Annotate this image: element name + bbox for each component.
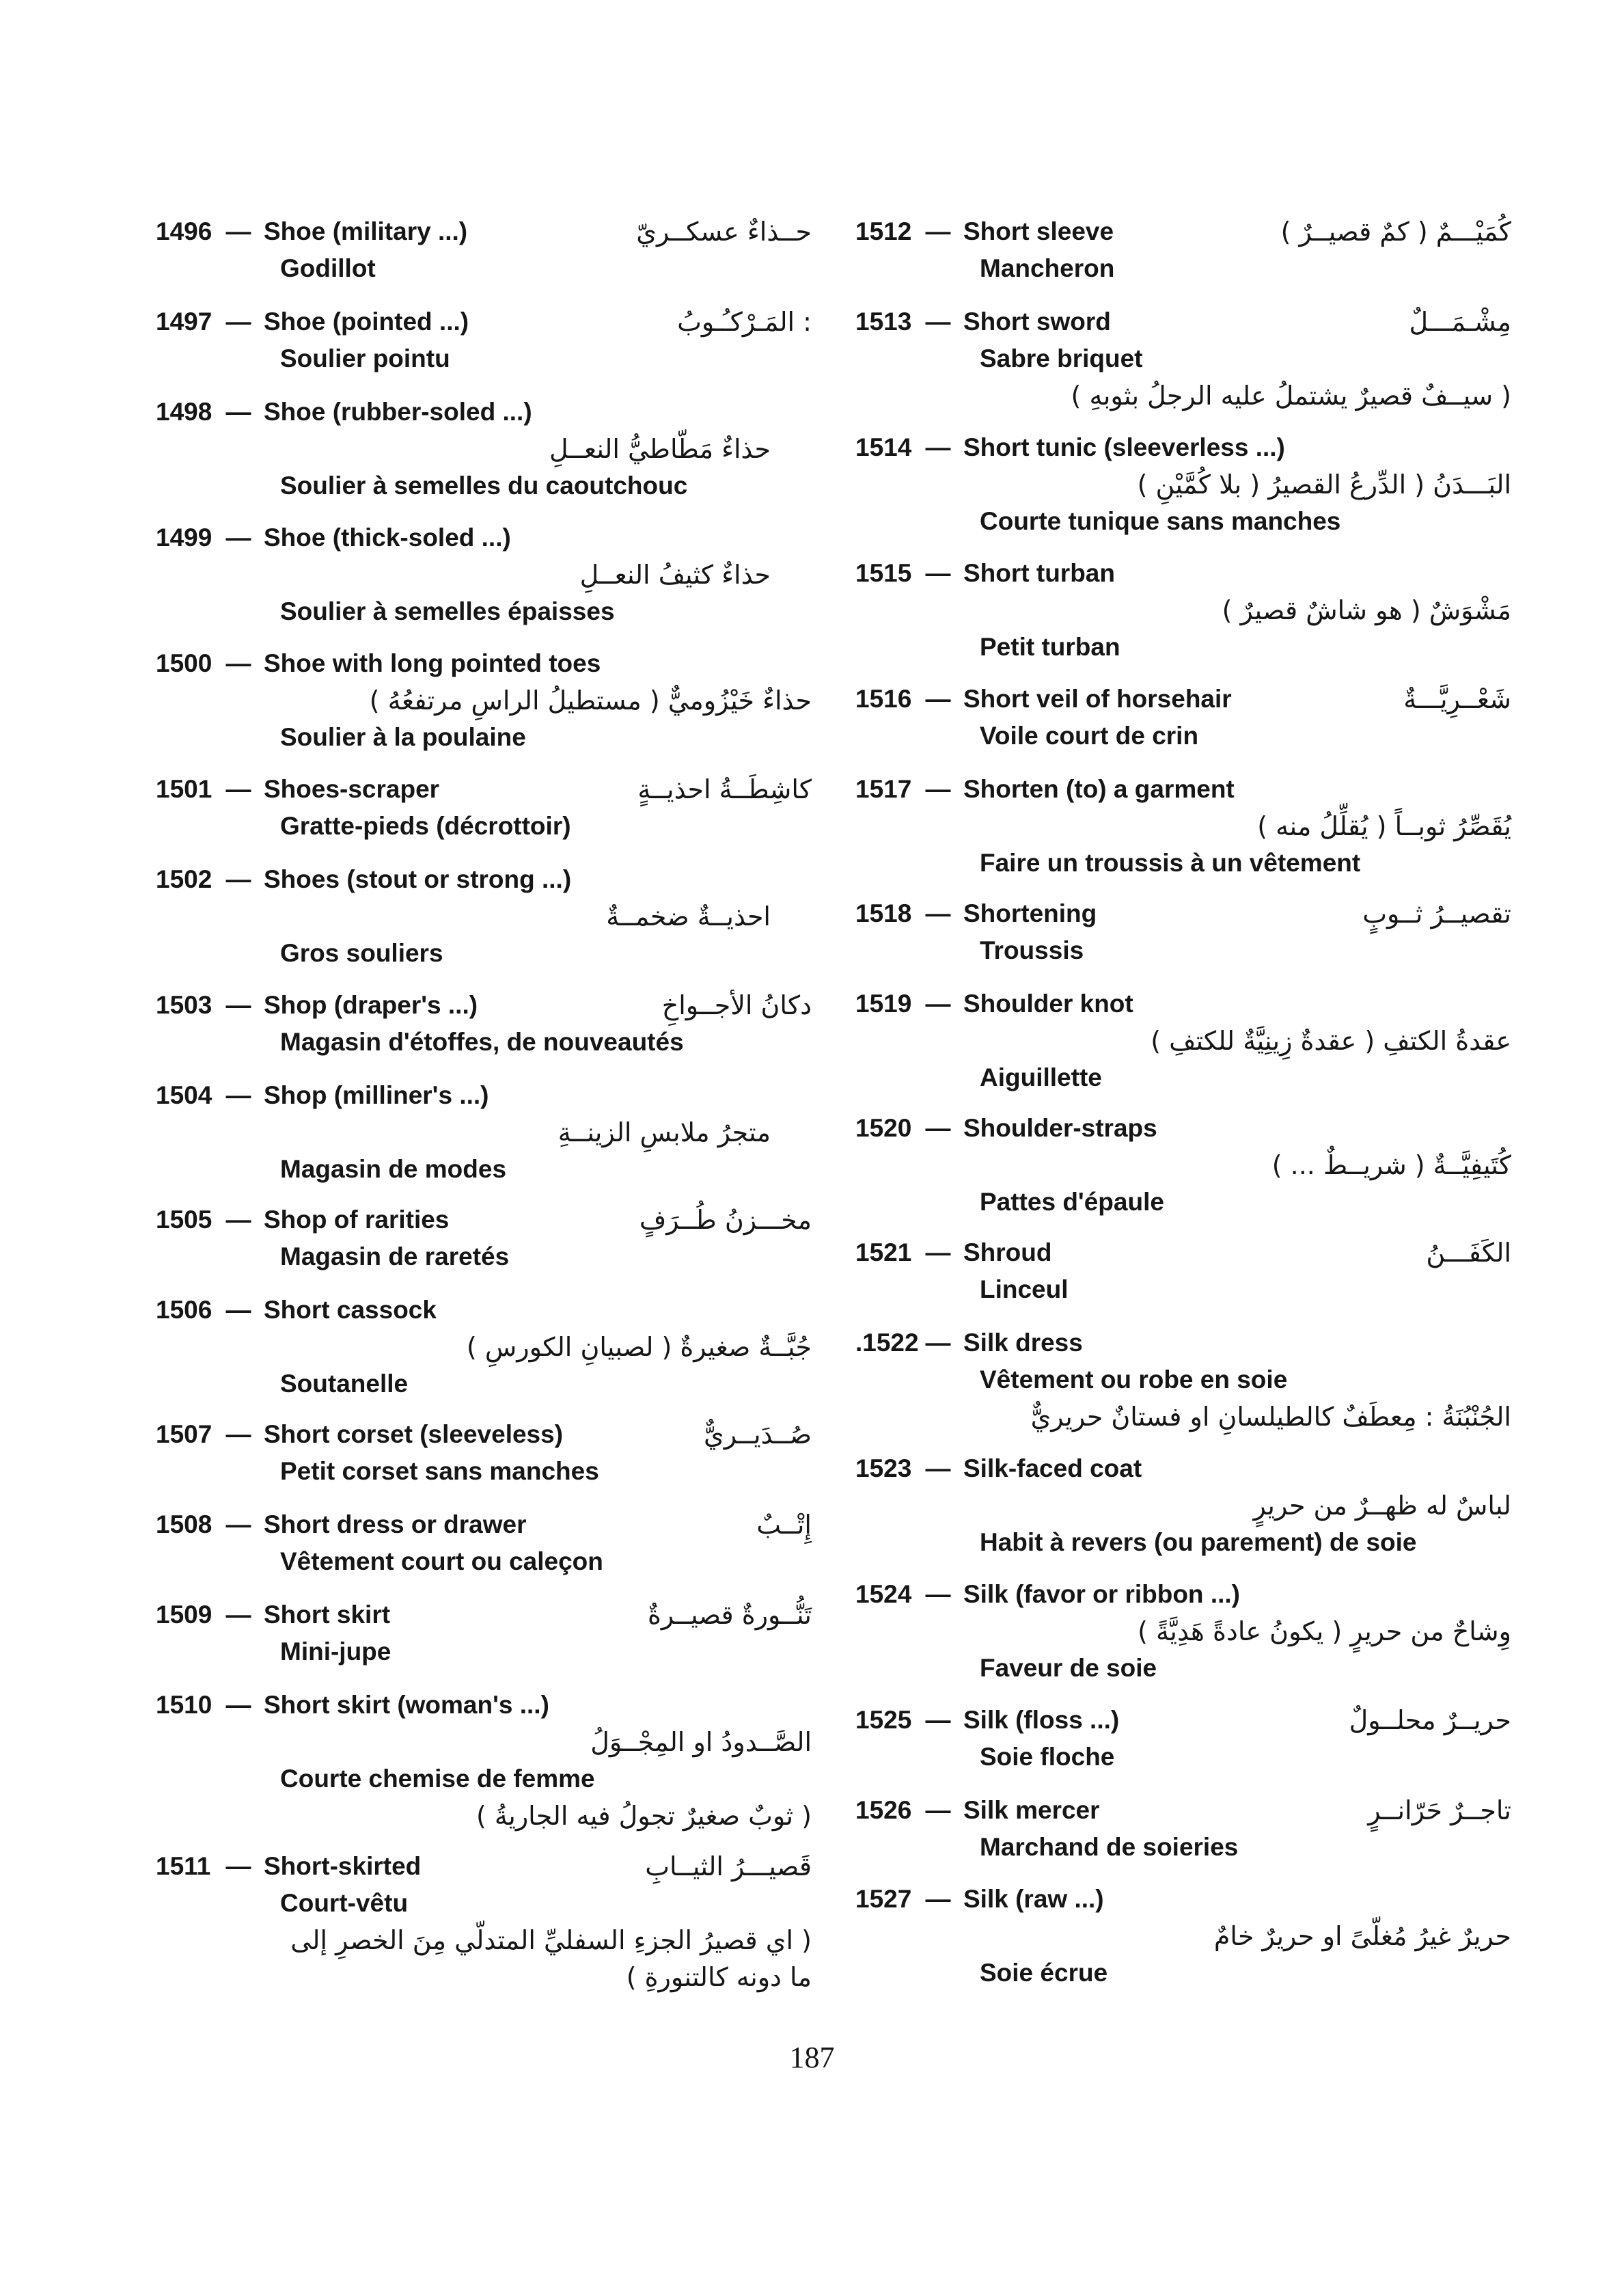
french-term: Courte tunique sans manches	[980, 507, 1341, 535]
entry-dash: —	[225, 775, 251, 803]
entry-1519	[855, 985, 1511, 1096]
arabic-term: وِشاحٌ من حريرٍ ( يكونُ عادةً هَدِيَّةً )	[1138, 1616, 1511, 1646]
entry-number: 1527	[855, 1885, 912, 1913]
french-term: Mancheron	[980, 254, 1115, 282]
english-term: Short cassock	[264, 1296, 437, 1324]
entry-dash: —	[925, 1580, 951, 1608]
entry-1521	[855, 1234, 1511, 1308]
entry-dash: —	[225, 1852, 251, 1880]
english-term: Short skirt	[264, 1601, 391, 1629]
entry-1509	[156, 1596, 812, 1670]
entry-dash: —	[925, 559, 951, 587]
entry-dash: —	[225, 398, 251, 426]
entry-dash: —	[225, 1081, 251, 1109]
entry-1501	[156, 771, 812, 845]
entry-dash: —	[225, 1206, 251, 1234]
french-term: Soie écrue	[980, 1959, 1108, 1987]
french-term: Magasin de raretés	[280, 1242, 510, 1270]
entry-1499	[156, 519, 812, 630]
entry-number: 1521	[855, 1238, 912, 1266]
french-term: Pattes d'épaule	[980, 1188, 1164, 1216]
entry-1513	[855, 303, 1511, 414]
english-term: Shorten (to) a garment	[963, 775, 1235, 803]
english-term: Silk (floss ...)	[963, 1706, 1120, 1734]
arabic-term: حذاءٌ خَيْزُوميٌّ ( مستطيلُ الراسِ مرتفعُهُ )	[369, 685, 812, 716]
entry-dash: —	[925, 1454, 951, 1482]
arabic-definition: ( سيــفٌ قصيرٌ يشتملُ عليه الرجلُ بثوبهِ )	[1071, 381, 1511, 411]
entry-1500	[156, 645, 812, 756]
entry-1505	[156, 1201, 812, 1275]
entry-number: 1515	[855, 559, 912, 587]
arabic-term: كُمَيْـــمٌ ( كمٌ قصيــرٌ )	[1280, 217, 1511, 247]
english-term: Shoe (rubber-soled ...)	[264, 398, 532, 426]
entry-1496	[156, 213, 812, 287]
english-term: Silk (raw ...)	[963, 1885, 1104, 1913]
arabic-term: إِتْــبٌ	[756, 1510, 812, 1540]
english-term: Shoe with long pointed toes	[264, 649, 601, 677]
entry-1504	[156, 1077, 812, 1188]
french-term: Aiguillette	[980, 1063, 1102, 1091]
english-term: Shoes (stout or strong ...)	[264, 865, 572, 893]
entry-number: 1509	[156, 1601, 212, 1629]
entry-number: 1502	[156, 865, 212, 893]
arabic-term: جُبَّــةٌ صغيرةٌ ( لصبيانِ الكورسِ )	[466, 1332, 812, 1362]
french-term: Soulier à semelles du caoutchouc	[280, 472, 688, 500]
english-term: Short-skirted	[264, 1852, 422, 1880]
french-term: Faire un troussis à un vêtement	[980, 849, 1361, 877]
entry-number: 1501	[156, 775, 212, 803]
french-term: Soutanelle	[280, 1370, 409, 1398]
english-term: Shoulder knot	[963, 990, 1133, 1018]
arabic-term: : المَـرْكـُـوبُ	[677, 307, 812, 337]
english-term: Short turban	[963, 559, 1115, 587]
page-number: 187	[789, 2041, 835, 2074]
entry-dash: —	[925, 685, 951, 713]
french-term: Magasin de modes	[280, 1155, 507, 1183]
entry-number: 1517	[855, 775, 912, 803]
entry-number: 1511	[156, 1852, 211, 1880]
french-term: Gros souliers	[280, 939, 443, 967]
french-term: Courte chemise de femme	[280, 1765, 595, 1793]
entry-dash: —	[925, 1706, 951, 1734]
english-term: Silk (favor or ribbon ...)	[963, 1580, 1240, 1608]
french-term: Magasin d'étoffes, de nouveautés	[280, 1028, 684, 1056]
entry-dash: —	[925, 308, 951, 336]
entry-number: 1524	[855, 1580, 912, 1608]
arabic-term: حريرٌ غيرُ مُغلّىً او حريرٌ خامٌ	[1213, 1921, 1511, 1951]
entry-1507	[156, 1416, 812, 1490]
entry-dash: —	[225, 1420, 251, 1448]
english-term: Shoe (military ...)	[264, 217, 468, 245]
entry-number: 1506	[156, 1296, 212, 1324]
entry-dash: —	[925, 1114, 951, 1142]
entry-1510	[156, 1687, 812, 1834]
arabic-term: حذاءٌ كثيفُ النعــلِ	[579, 560, 771, 590]
entry-number: 1496	[156, 217, 212, 245]
entry-dash: —	[225, 1296, 251, 1324]
french-term: Petit corset sans manches	[280, 1457, 599, 1485]
arabic-term: دكانُ الأجــواخِ	[661, 990, 812, 1020]
entry-1527	[855, 1881, 1511, 1991]
english-term: Silk-faced coat	[963, 1454, 1142, 1482]
entry-number: 1520	[855, 1114, 912, 1142]
english-term: Short corset (sleeveless)	[264, 1420, 564, 1448]
french-term: Vêtement ou robe en soie	[980, 1365, 1288, 1393]
english-term: Shoe (pointed ...)	[264, 308, 469, 336]
entry-1503	[156, 987, 812, 1061]
entry-dash: —	[925, 1329, 951, 1357]
arabic-term: لباسٌ له ظهــرٌ من حريرٍ	[1253, 1491, 1511, 1521]
arabic-term: يُقَصِّرُ ثوبــاً ( يُقلِّلُ منه )	[1257, 811, 1511, 841]
arabic-term: حريــرٌ محلــولٌ	[1349, 1705, 1511, 1735]
french-term: Vêtement court ou caleçon	[280, 1547, 603, 1575]
entry-number: 1498	[156, 398, 212, 426]
arabic-term: احذيــةٌ ضخمــةٌ	[606, 901, 771, 932]
arabic-term: مَشْوَشٌ ( هو شاشٌ قصيرٌ )	[1222, 595, 1511, 625]
entry-1506	[156, 1292, 812, 1402]
entry-dash: —	[925, 1238, 951, 1266]
entry-dash: —	[225, 308, 251, 336]
english-term: Shortening	[963, 899, 1097, 927]
entry-1515	[855, 555, 1511, 666]
arabic-term: حذاءٌ مَطّاطيُّ النعــلِ	[549, 434, 771, 464]
french-term: Habit à revers (ou parement) de soie	[980, 1528, 1417, 1556]
entry-number: 1507	[156, 1420, 212, 1448]
entry-1524	[855, 1576, 1511, 1687]
english-term: Short dress or drawer	[264, 1510, 527, 1538]
arabic-definition: الجُنْبُنَةُ : مِعطَفٌ كالطيلسانِ او فستانٌ حريريٌّ	[1030, 1402, 1511, 1432]
french-term: Soulier pointu	[280, 344, 450, 372]
arabic-term: عقدةُ الكتفِ ( عقدةٌ زِينِيَّةٌ للكتفِ )	[1151, 1026, 1511, 1056]
french-term: Sabre briquet	[980, 344, 1143, 372]
english-term: Shop of rarities	[264, 1206, 450, 1234]
entry-dash: —	[225, 1691, 251, 1719]
entry-1516	[855, 681, 1511, 754]
arabic-term: الصَّــدودُ او المِجْــوَلُ	[590, 1727, 812, 1757]
french-term: Court-vêtu	[280, 1889, 409, 1917]
entry-number: 1497	[156, 308, 212, 336]
entry-number: .1522	[855, 1329, 919, 1357]
entry-dash: —	[225, 217, 251, 245]
arabic-term: تَنُّــورةٌ قصيــرةٌ	[647, 1600, 812, 1630]
arabic-term: قَصيـــرُ الثيــابِ	[645, 1851, 812, 1881]
english-term: Short veil of horsehair	[963, 685, 1232, 713]
french-term: Soulier à semelles épaisses	[280, 597, 615, 625]
entry-1498	[156, 394, 812, 504]
entry-dash: —	[225, 865, 251, 893]
arabic-definition: ما دونه كالتنورةِ )	[626, 1962, 812, 1992]
arabic-term: كاشِطَــةُ احذيــةٍ	[637, 774, 812, 804]
entry-number: 1499	[156, 524, 212, 552]
entry-number: 1510	[156, 1691, 212, 1719]
entry-number: 1516	[855, 685, 912, 713]
french-term: Faveur de soie	[980, 1654, 1157, 1682]
english-term: Shop (milliner's ...)	[264, 1081, 489, 1109]
entry-dash: —	[925, 899, 951, 927]
entry-number: 1519	[855, 990, 912, 1018]
entry-1522	[855, 1324, 1511, 1435]
french-term: Petit turban	[980, 633, 1120, 661]
entry-1526	[855, 1792, 1511, 1866]
english-term: Short sleeve	[963, 217, 1114, 245]
french-term: Godillot	[280, 254, 376, 282]
arabic-term: شَعْــرِيَّـــةٌ	[1403, 684, 1511, 714]
arabic-term: الكَفَـــنُ	[1426, 1238, 1511, 1268]
entry-dash: —	[925, 433, 951, 461]
french-term: Gratte-pieds (décrottoir)	[280, 812, 571, 840]
arabic-term: تقصيــرُ ثــوبٍ	[1362, 899, 1511, 929]
entry-dash: —	[925, 1796, 951, 1824]
entry-1517	[855, 771, 1511, 882]
entry-dash: —	[225, 991, 251, 1019]
entry-number: 1523	[855, 1454, 912, 1482]
english-term: Short sword	[963, 308, 1111, 336]
english-term: Silk mercer	[963, 1796, 1100, 1824]
french-term: Mini-jupe	[280, 1637, 391, 1666]
english-term: Shroud	[963, 1238, 1052, 1266]
entry-1511	[156, 1848, 812, 1996]
french-term: Soulier à la poulaine	[280, 723, 526, 751]
entry-1518	[855, 895, 1511, 969]
entry-number: 1525	[855, 1706, 912, 1734]
entry-number: 1512	[855, 217, 912, 245]
entry-dash: —	[925, 990, 951, 1018]
english-term: Silk dress	[963, 1329, 1083, 1357]
entry-number: 1500	[156, 649, 212, 677]
arabic-term: مِشْـمَـــلٌ	[1409, 307, 1511, 337]
entry-dash: —	[925, 217, 951, 245]
french-term: Troussis	[980, 936, 1084, 964]
entry-1497	[156, 303, 812, 377]
entry-number: 1518	[855, 899, 912, 927]
entry-number: 1505	[156, 1206, 212, 1234]
arabic-term: مخـــزنُ طُــرَفٍ	[639, 1205, 812, 1235]
entry-dash: —	[225, 1510, 251, 1538]
arabic-term: تاجــرٌ حَرّانــرٍ	[1368, 1795, 1511, 1825]
entry-1508	[156, 1506, 812, 1580]
arabic-term: صُــدَيــريٌّ	[703, 1419, 812, 1450]
arabic-term: البَـــدَنُ ( الدِّرعُ القصيرُ ( بلا كُمَّيْنِ )	[1137, 470, 1511, 500]
entry-1525	[855, 1702, 1511, 1776]
english-term: Short skirt (woman's ...)	[264, 1691, 549, 1719]
arabic-definition: ( اي قصيرُ الجزءِ السفليِّ المتدلّي مِنَ الخصرِ إلى	[290, 1925, 812, 1955]
french-term: Voile court de crin	[980, 722, 1199, 750]
entry-number: 1508	[156, 1510, 212, 1538]
entry-dash: —	[225, 649, 251, 677]
english-term: Shoe (thick-soled ...)	[264, 524, 511, 552]
arabic-definition: ( ثوبٌ صغيرٌ تجولُ فيه الجاريةُ )	[476, 1801, 812, 1831]
entry-dash: —	[225, 1601, 251, 1629]
french-term: Marchand de soieries	[980, 1833, 1239, 1861]
entry-1520	[855, 1110, 1511, 1221]
english-term: Shop (draper's ...)	[264, 991, 478, 1019]
arabic-term: كُتَيفِيَّــةٌ ( شريــطٌ ... )	[1271, 1150, 1511, 1180]
arabic-term: حــذاءٌ عسكــريّ	[636, 217, 812, 247]
entry-number: 1504	[156, 1081, 212, 1109]
entry-number: 1513	[855, 308, 912, 336]
english-term: Shoes-scraper	[264, 775, 440, 803]
arabic-term: متجرُ ملابسِ الزينــةِ	[558, 1117, 771, 1147]
entry-1512	[855, 213, 1511, 287]
entry-dash: —	[925, 775, 951, 803]
english-term: Shoulder-straps	[963, 1114, 1157, 1142]
entry-dash: —	[225, 524, 251, 552]
english-term: Short tunic (sleeverless ...)	[963, 433, 1285, 461]
entry-number: 1526	[855, 1796, 912, 1824]
entry-dash: —	[925, 1885, 951, 1913]
french-term: Soie floche	[980, 1743, 1115, 1771]
entry-1514	[855, 429, 1511, 540]
french-term: Linceul	[980, 1275, 1069, 1303]
entry-1523	[855, 1450, 1511, 1561]
entry-number: 1503	[156, 991, 212, 1019]
entry-number: 1514	[855, 433, 912, 461]
entry-1502	[156, 861, 812, 972]
